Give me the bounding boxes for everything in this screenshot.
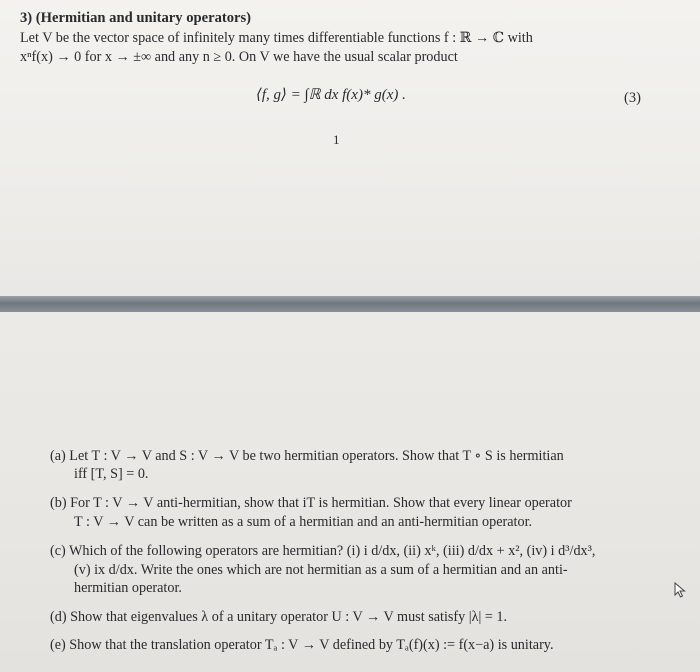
page-upper-section <box>0 0 700 296</box>
part-c-line-3: hermitian operator. <box>74 580 182 596</box>
mouse-pointer-icon <box>674 582 688 598</box>
part-e-line-1: (e) Show that the translation operator Tₐ : V → V defined by Tₐ(f)(x) := f(x−a) is unitary. <box>50 637 554 653</box>
part-c-line-2: (v) ix d/dx. Write the ones which are not hermitian as a sum of a hermitian and an anti- <box>74 562 568 578</box>
part-a-line-2: iff [T, S] = 0. <box>74 466 149 482</box>
page-divider <box>0 296 700 312</box>
intro-line-1: Let V be the vector space of infinitely many times differentiable functions f : ℝ → ℂ with <box>20 30 533 46</box>
problem-heading: 3) (Hermitian and unitary operators) <box>20 10 252 26</box>
part-d-line-1: (d) Show that eigenvalues λ of a unitary operator U : V → V must satisfy |λ| = 1. <box>50 609 508 625</box>
page-number: 1 <box>333 132 340 147</box>
part-c-line-1: (c) Which of the following operators are hermitian? (i) i d/dx, (ii) xᵏ, (iii) d/dx + x², (iv) i d³/dx³, <box>50 543 596 559</box>
equation-number: (3) <box>624 90 641 106</box>
part-b-line-1: (b) For T : V → V anti-hermitian, show that iT is hermitian. Show that every linear operator <box>50 495 572 511</box>
intro-line-2: xⁿf(x) → 0 for x → ±∞ and any n ≥ 0. On V we have the usual scalar product <box>20 49 458 65</box>
part-a-line-1: (a) Let T : V → V and S : V → V be two hermitian operators. Show that T ∘ S is hermitian <box>50 448 564 464</box>
part-b-line-2: T : V → V can be written as a sum of a hermitian and an anti-hermitian operator. <box>74 514 533 530</box>
scalar-product-equation: ⟨f, g⟩ = ∫ℝ dx f(x)* g(x) . <box>256 87 406 103</box>
